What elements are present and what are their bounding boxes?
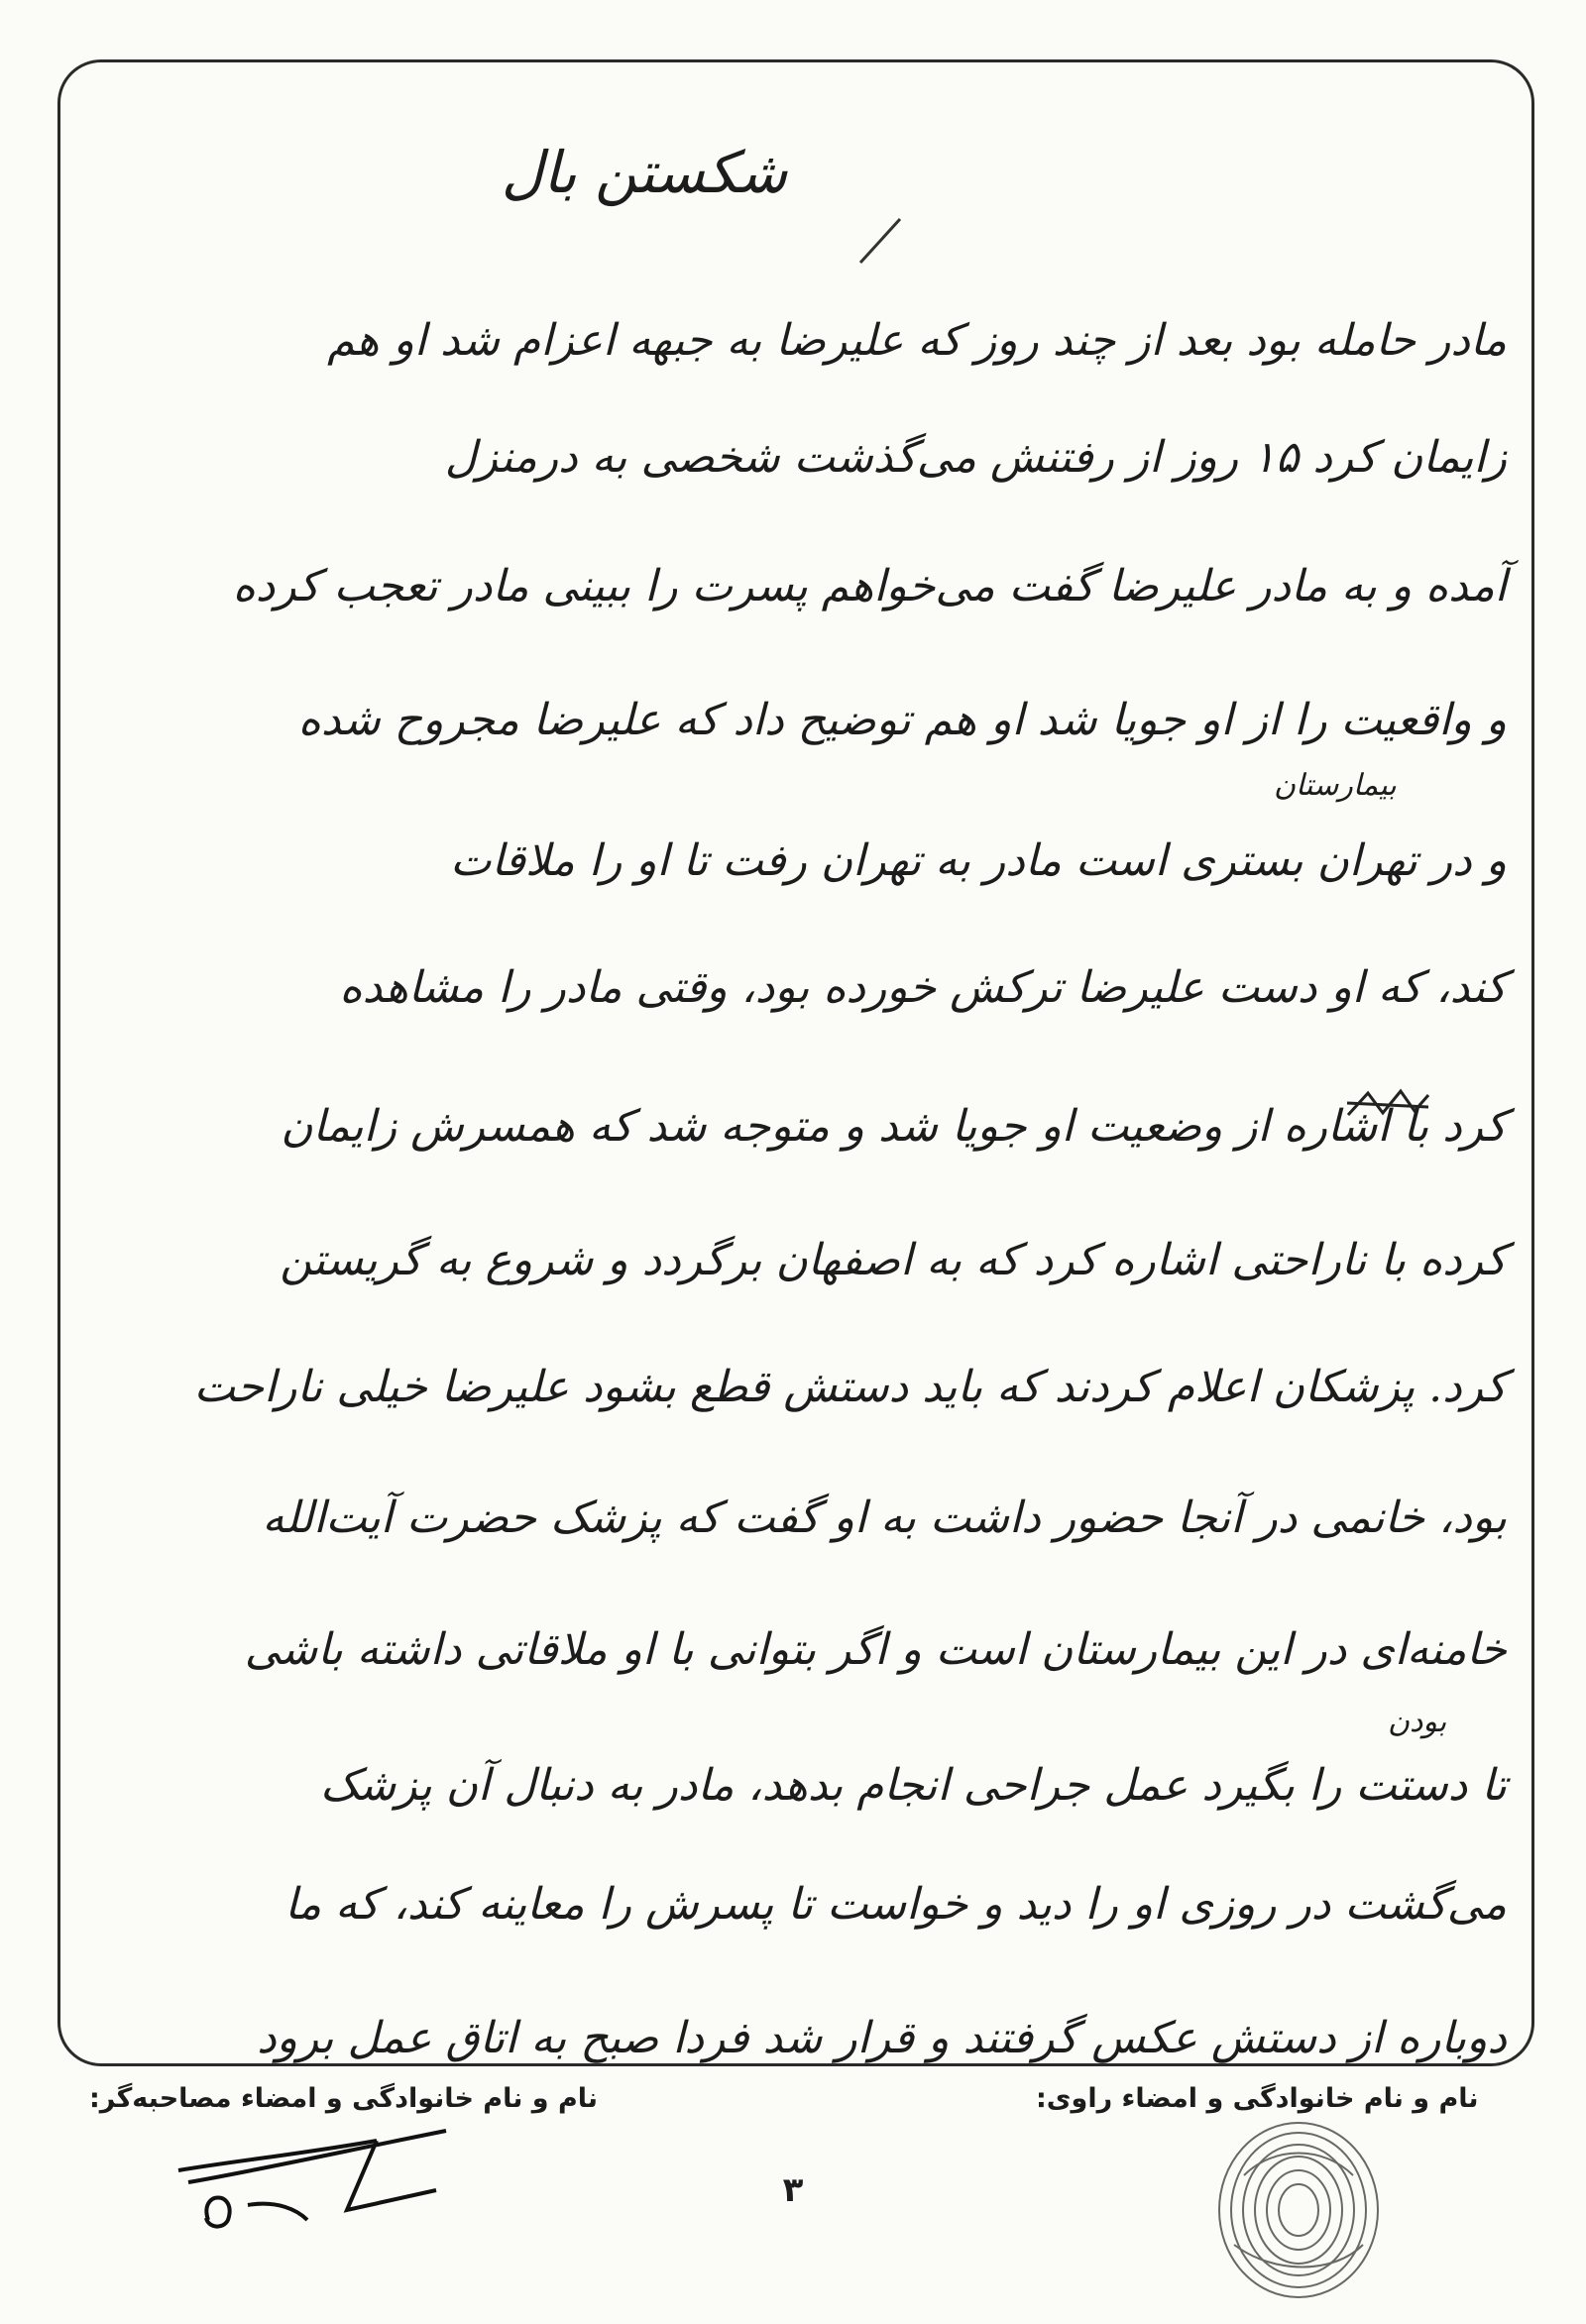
crossed-out-word <box>1343 1085 1432 1125</box>
text-line: کرد با اشاره از وضعیت او جویا شد و متوجه شد که همسرش زایمان <box>281 1101 1507 1152</box>
pen-mark <box>852 213 912 273</box>
text-line: زایمان کرد ۱۵ روز از رفتنش می‌گذشت شخصی به درمنزل <box>444 432 1507 483</box>
inserted-word: بودن <box>1388 1705 1447 1739</box>
text-line: بود، خانمی در آنجا حضور داشت به او گفت که پزشک حضرت آیت‌الله <box>262 1493 1507 1543</box>
interviewer-signature-label: نام و نام خانوادگی و امضاء مصاحبه‌گر: <box>89 2083 599 2114</box>
inserted-word: بیمارستان <box>1274 768 1397 803</box>
text-line: کرد. پزشکان اعلام کردند که باید دستش قطع بشود علیرضا خیلی ناراحت <box>193 1362 1507 1412</box>
text-line: و در تهران بستری است مادر به تهران رفت تا او را ملاقات <box>450 835 1507 886</box>
text-line: تا دستت را بگیرد عمل جراحی انجام بدهد، مادر به دنبال آن پزشک <box>319 1760 1507 1811</box>
text-line: می‌گشت در روزی او را دید و خواست تا پسرش را معاینه کند، که ما <box>284 1879 1507 1930</box>
text-line: آمده و به مادر علیرضا گفت می‌خواهم پسرت را ببینی مادر تعجب کرده <box>232 561 1507 611</box>
text-line: خامنه‌ای در این بیمارستان است و اگر بتوانی با او ملاقاتی داشته باشی <box>244 1624 1507 1675</box>
narrator-signature-label: نام و نام خانوادگی و امضاء راوی: <box>1036 2083 1479 2114</box>
text-line: کرده با ناراحتی اشاره کرد که به اصفهان برگردد و شروع به گریستن <box>280 1235 1507 1285</box>
text-line: کند، که او دست علیرضا ترکش خورده بود، وقتی مادر را مشاهده <box>339 962 1507 1013</box>
text-line: مادر حامله بود بعد از چند روز که علیرضا به جبهه اعزام شد او هم <box>327 315 1507 366</box>
text-line: و واقعیت را از او جویا شد او هم توضیح داد که علیرضا مجروح شده <box>297 695 1507 745</box>
fingerprint <box>1185 2116 1413 2304</box>
text-line: دوباره از دستش عکس گرفتند و قرار شد فردا صبح به اتاق عمل برود <box>257 2013 1507 2063</box>
page-number: ۳ <box>782 2170 804 2210</box>
page-title: شکستن بال <box>501 139 788 206</box>
